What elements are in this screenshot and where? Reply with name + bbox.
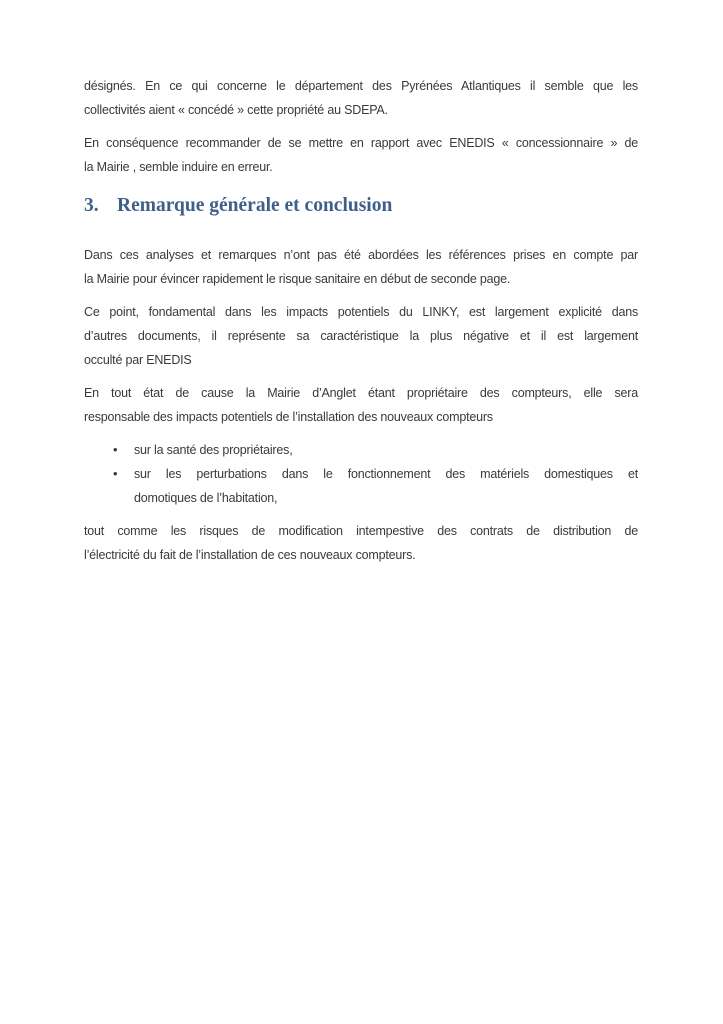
list-item (84, 438, 638, 462)
bullet-icon: • (113, 442, 118, 457)
section-title: Remarque générale et conclusion (117, 195, 393, 216)
list-item-line: sur la santé des propriétaires, (134, 443, 293, 457)
list-item-line: domotiques de l’habitation, (134, 491, 278, 505)
intro-paragraph-1 (84, 74, 638, 122)
paragraph-line: Ce point, fondamental dans les impacts potentiels du LINKY, est largement explicité dans (84, 305, 638, 319)
paragraph-line: l’électricité du fait de l’installation de ces nouveaux compteurs. (84, 548, 416, 562)
list-item-line: sur les perturbations dans le fonctionnement des matériels domestiques et (134, 467, 638, 481)
paragraph-line: occulté par ENEDIS (84, 353, 192, 367)
paragraph-line: collectivités aient « concédé » cette propriété au SDEPA. (84, 103, 388, 117)
paragraph-line: la Mairie , semble induire en erreur. (84, 160, 273, 174)
list-item (84, 462, 638, 510)
paragraph-line: responsable des impacts potentiels de l’installation des nouveaux compteurs (84, 410, 493, 424)
intro-paragraph-2 (84, 131, 638, 179)
paragraph-line: En conséquence recommander de se mettre en rapport avec ENEDIS « concessionnaire » de (84, 136, 638, 150)
bullet-icon: • (113, 466, 118, 481)
closing-paragraph (84, 519, 638, 567)
paragraph-line: d’autres documents, il représente sa caractéristique la plus négative et il est largement (84, 329, 638, 343)
section-number: 3. (84, 195, 99, 216)
paragraph-line: En tout état de cause la Mairie d’Anglet étant propriétaire des compteurs, elle sera (84, 386, 638, 400)
paragraph-line: désignés. En ce qui concerne le département des Pyrénées Atlantiques il semble que les (84, 79, 638, 93)
paragraph-line: la Mairie pour évincer rapidement le risque sanitaire en début de seconde page. (84, 272, 511, 286)
page-content (84, 74, 638, 576)
paragraph-line: Dans ces analyses et remarques n’ont pas été abordées les références prises en compte par (84, 248, 638, 262)
body-paragraph-1 (84, 243, 638, 291)
section-heading (84, 192, 638, 220)
body-paragraph-2 (84, 300, 638, 372)
body-paragraph-3 (84, 381, 638, 429)
paragraph-line: tout comme les risques de modification intempestive des contrats de distribution de (84, 524, 638, 538)
bullet-list (84, 438, 638, 510)
